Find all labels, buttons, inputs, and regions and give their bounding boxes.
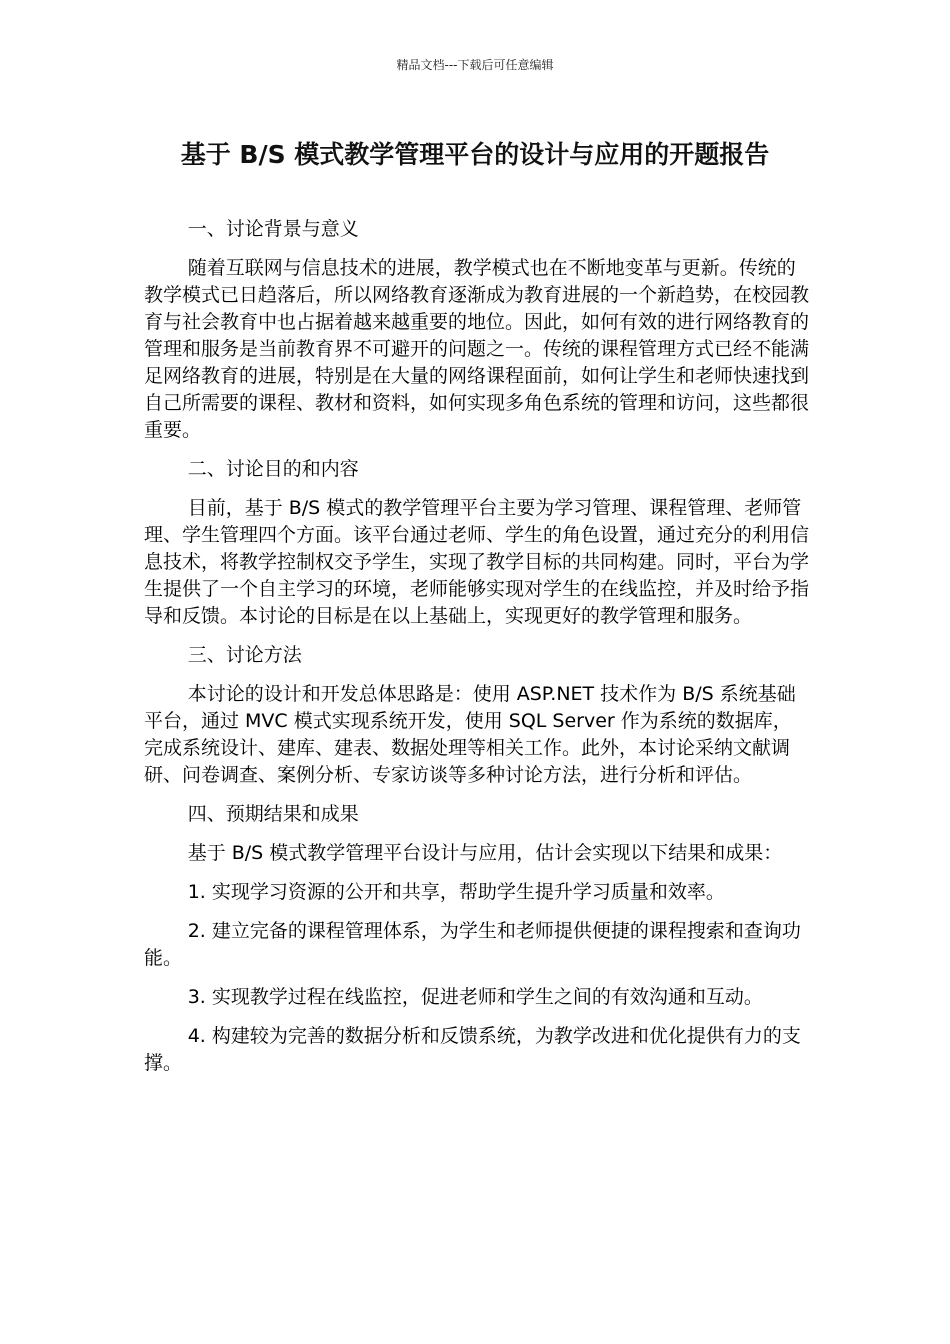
body-paragraph: 基于 B/S 模式教学管理平台设计与应用，估计会实现以下结果和成果：	[187, 842, 783, 864]
body-paragraph: 目前，基于 B/S 模式的教学管理平台主要为学习管理、课程管理、老师管理、学生管理四个方面。该平台通过老师、学生的角色设置，通过充分的利用信息技术，将教学控制权交予学生，实现了教学目标的共同构建。同时，平台为学生提供了一个自主学习的环境，老师能够实现对学生的在线监控，并及时给予指导和反馈。本讨论的目标是在以上基础上，实现更好的教学管理和服务。	[144, 497, 810, 627]
document-body	[144, 216, 810, 1089]
list-item: 3. 实现教学过程在线监控，促进老师和学生之间的有效沟通和互动。	[187, 986, 763, 1008]
body-paragraph: 本讨论的设计和开发总体思路是：使用 ASP.NET 技术作为 B/S 系统基础平台，通过 MVC 模式实现系统开发，使用 SQL Server 作为系统的数据库，完成系统设计、建库、建表、数据处理等相关工作。此外，本讨论采纳文献调研、问卷调查、案例分析、专家访谈等多种讨论方法，进行分析和评估。	[144, 683, 796, 786]
section-heading: 二、讨论目的和内容	[187, 458, 359, 480]
page-header-note: 精品文档---下载后可任意编辑	[396, 58, 554, 72]
section-heading: 一、讨论背景与意义	[187, 218, 359, 240]
body-paragraph: 随着互联网与信息技术的进展，教学模式也在不断地变革与更新。传统的教学模式已日趋落后，所以网络教育逐渐成为教育进展的一个新趋势，在校园教育与社会教育中也占据着越来越重要的地位。因此，如何有效的进行网络教育的管理和服务是当前教育界不可避开的问题之一。传统的课程管理方式已经不能满足网络教育的进展，特别是在大量的网络课程面前，如何让学生和老师快速找到自己所需要的课程、教材和资料，如何实现多角色系统的管理和访问，这些都很重要。	[144, 257, 810, 441]
section-heading: 四、预期结果和成果	[187, 803, 359, 825]
list-item: 4. 构建较为完善的数据分析和反馈系统，为教学改进和优化提供有力的支撑。	[144, 1025, 801, 1074]
list-item: 2. 建立完备的课程管理体系，为学生和老师提供便捷的课程搜索和查询功能。	[144, 920, 801, 969]
document-title: 基于 B/S 模式教学管理平台的设计与应用的开题报告	[180, 140, 770, 169]
list-item: 1. 实现学习资源的公开和共享，帮助学生提升学习质量和效率。	[187, 881, 725, 903]
section-heading: 三、讨论方法	[187, 644, 302, 666]
